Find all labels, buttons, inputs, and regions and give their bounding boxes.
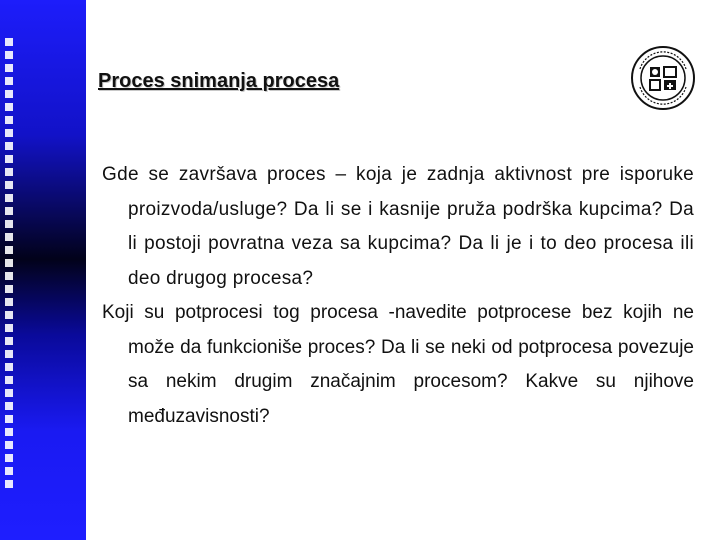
slide-body — [102, 158, 694, 434]
sidebar-decoration — [0, 0, 86, 540]
slide-title: Proces snimanja procesa — [98, 70, 340, 92]
circular-seal-logo — [630, 45, 696, 111]
body-paragraph: Koji su potprocesi tog procesa -navedite potprocese bez kojih ne može da funkcioniše proces? Da li se neki od potprocesa povezuje sa nekim drugim značajnim procesom? Kakve su njihove međuzavisnosti? — [102, 302, 694, 427]
sidebar-squares — [5, 38, 13, 493]
body-paragraph: Gde se završava proces – koja je zadnja aktivnost pre isporuke proizvoda/usluge? Da li se i kasnije pruža podrška kupcima? Da li postoji povratna veza sa kupcima? Da li je i to deo procesa ili deo drugog procesa? — [102, 164, 694, 289]
